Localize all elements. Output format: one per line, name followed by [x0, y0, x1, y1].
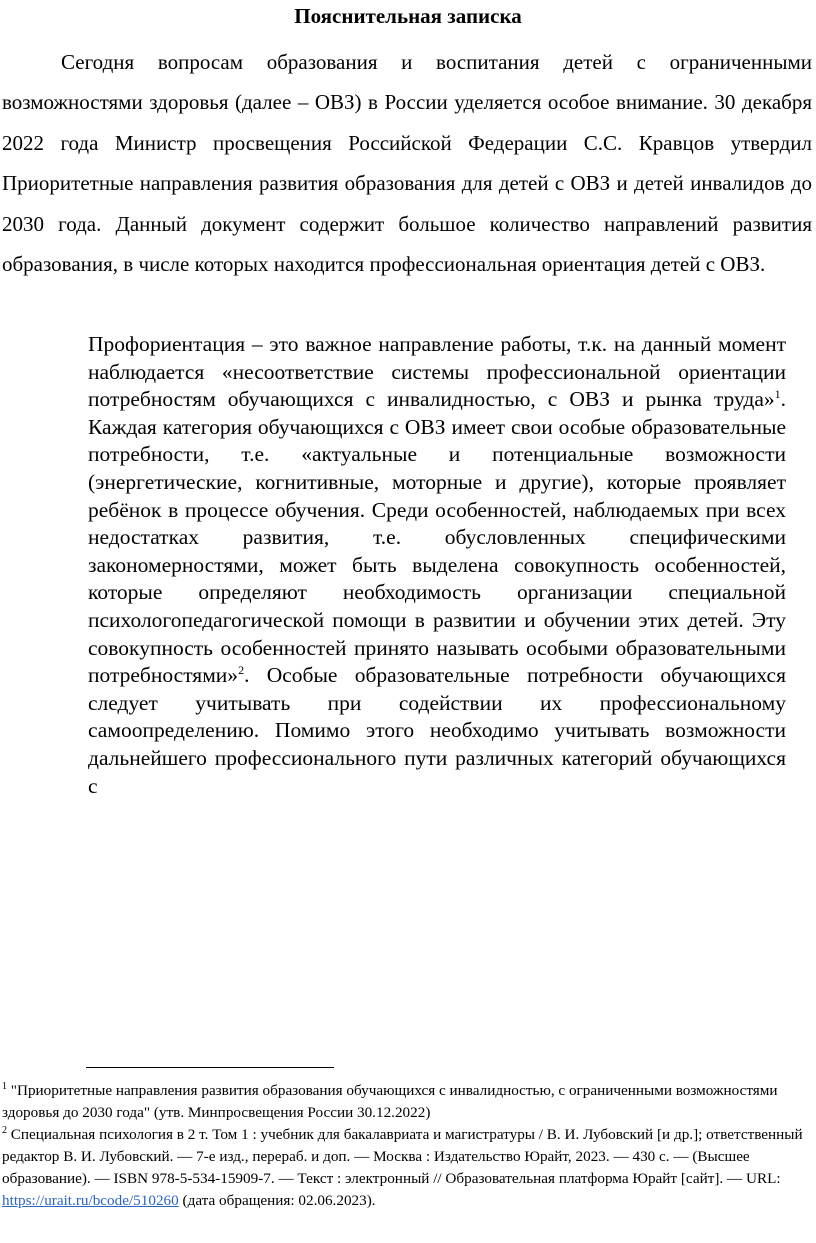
quote-paragraph [88, 331, 786, 800]
intro-paragraph: Сегодня вопросам образования и воспитания детей с ограниченными возможностями здоровья (далее – ОВЗ) в России уделяется особое внимание. 30 декабря 2022 года Министр просвещения Российской Федерации С.С. Кравцов утвердил Приоритетные направления развития образования для детей с ОВЗ и детей инвалидов до 2030 года. Данный документ содержит большое количество направлений развития образования, в числе которых находится профессиональная ориентация детей с ОВЗ. [2, 50, 812, 277]
footnote-ref-1[interactable]: 1 [774, 387, 781, 402]
footnote-2 [2, 1124, 814, 1212]
footnote-1-text: "Приоритетные направления развития образования обучающихся с инвалидностью, с ограниченными возможностями здоровья до 2030 года" (утв. Минпросвещения России 30.12.2022) [2, 1082, 778, 1121]
footnote-1 [2, 1080, 814, 1124]
footnote-separator [86, 1067, 334, 1068]
quote-text-part1: Профориентация – это важное направление работы, т.к. на данный момент наблюдается «несоответствие системы профессиональной ориентации потребностям обучающихся с инвалидностью, с ОВЗ и рынка труда» [88, 332, 786, 412]
footnote-2-number: 2 [2, 1124, 7, 1136]
footnote-ref-2[interactable]: 2 [238, 662, 245, 677]
document-title: Пояснительная записка [294, 4, 522, 28]
footnotes [2, 1080, 814, 1212]
quote-text-part2: . Каждая категория обучающихся с ОВЗ имеет свои особые образовательные потребности, т.е. «актуальные и потенциальные возможности (энергетические, когнитивные, моторные и другие), которые проявляет ребёнок в процессе обучения. Среди особенностей, наблюдаемых при всех недостатках развития, т.е. обусловленных специфическими закономерностями, может быть выделена совокупность особенностей, которые определяют необходимость организации специальной психологопедагогической помощи в развитии и обучении этих детей. Эту совокупность особенностей принято называть особыми образовательными потребностями» [88, 387, 786, 688]
footnote-2-text: Специальная психология в 2 т. Том 1 : учебник для бакалавриата и магистратуры / В. И. Лубовский [и др.]; ответственный редактор В. И. Лубовский. — 7-е изд., перераб. и доп. — Москва : Издательство Юрайт, 2023. — 430 с. — (Высшее образование). — ISBN 978-5-534-15909-7. — Текст : электронный // Образовательная платформа Юрайт [сайт]. — URL: [2, 1126, 803, 1187]
footnote-2-link[interactable]: https://urait.ru/bcode/510260 [2, 1192, 179, 1209]
footnote-1-number: 1 [2, 1080, 7, 1092]
footnote-2-access-date: (дата обращения: 02.06.2023). [178, 1192, 376, 1209]
quote-text-part3: . Особые образовательные потребности обучающихся следует учитывать при содействии их профессиональному самоопределению. Помимо этого необходимо учитывать возможности дальнейшего профессионального пути различных категорий обучающихся с [88, 663, 786, 798]
